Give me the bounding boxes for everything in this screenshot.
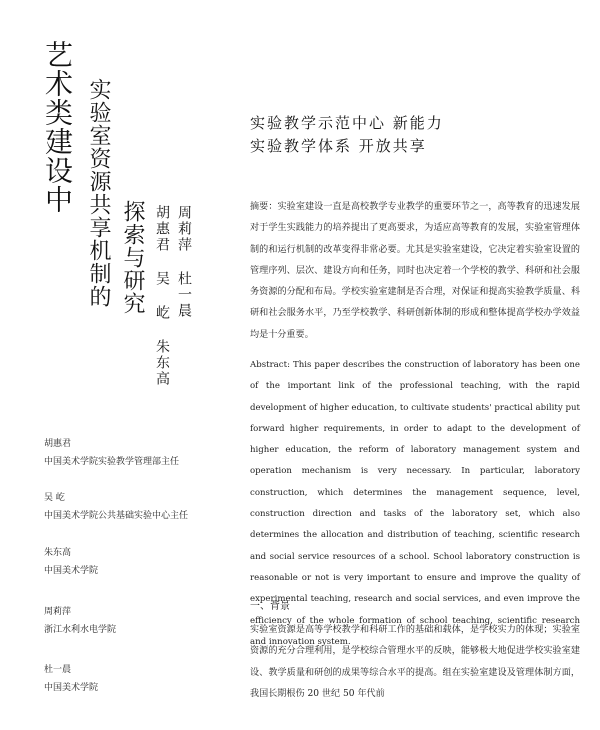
affiliation-org: 中国美术学院 — [44, 566, 99, 576]
affiliation-org: 中国美术学院公共基础实验中心主任 — [44, 511, 189, 521]
affiliation-name: 杜一晨 — [44, 665, 72, 675]
keywords-title — [250, 112, 570, 158]
section-heading: 一、背景 — [250, 601, 290, 612]
affiliation-2 — [44, 491, 188, 523]
affiliation-name: 周莉萍 — [44, 607, 72, 617]
sub-title-2: 探索与研究 — [120, 200, 145, 315]
affiliation-org: 浙江水利水电学院 — [44, 625, 117, 635]
abstract-cn: 摘要：实验室建设一直是高校教学专业教学的重要环节之一，高等教育的迅速发展对于学生实践能力的培养提出了更高要求，为适应高等教育的发展，实验室管理体制的和运行机制的改革变得非常必要。尤其是实验室建设，它决定着实验室设置的管理序列、层次、建设方向和任务，同时也决定着一个学校的教学、科研和社会服务资源的分配和布局。学校实验室建制是否合理，对保证和提高实验教学质量、科研和社会服务水平，乃至学校教学、科研创新体制的形成和整体提高学校办学效益均是十分重要。 — [250, 202, 580, 340]
affiliation-5 — [44, 663, 98, 695]
keywords-line-2: 实验教学体系 开放共享 — [250, 137, 427, 155]
affiliation-1 — [44, 437, 179, 469]
keywords-line-1: 实验教学示范中心 新能力 — [250, 114, 444, 132]
authors-col-1: 周莉萍 杜一晨 — [176, 205, 192, 319]
affiliation-name: 朱东高 — [44, 548, 72, 558]
abstract-en: Abstract: This paper describes the construction of laboratory has been one of the important link of the professional teaching, with the rapid development of higher education, to cultivate students' practical ability put forward higher requirements, in order to adapt to the development of higher education, the reform of laboratory management system and operation mechanism is very necessary. In particular, laboratory construction, which determines the management sequence, level, construction direction and tasks of the laboratory set, which also determines the allocation and distribution of teaching, scientific research and social service resources of a school. School laboratory construction is reasonable or not is very important to ensure and improve the quality of experimental teaching, research and social services, and even improve the efficiency of the whole formation of school teaching, scientific research and innovation system. — [250, 360, 580, 647]
sub-title-1: 实验室资源共享机制的 — [86, 78, 111, 308]
affiliation-name: 吴 屹 — [44, 493, 65, 503]
affiliation-org: 中国美术学院 — [44, 683, 99, 693]
affiliation-3 — [44, 546, 98, 578]
authors-col-2: 胡惠君 吴 屹 朱东高 — [154, 205, 170, 387]
main-title: 艺术类建设中 — [41, 40, 74, 214]
affiliation-4 — [44, 605, 116, 637]
affiliation-org: 中国美术学院实验教学管理部主任 — [44, 457, 180, 467]
intro-paragraph: 实验室资源是高等学校教学和科研工作的基础和载体，是学校实力的体现；实验室资源的充分合理利用，是学校综合管理水平的反映，能够极大地促进学校实验室建设、教学质量和研创的成果等综合水平的提高。组在实验室建设及管理体制方面，我国长期根伤 20 世纪 50 年代前 — [250, 625, 580, 699]
affiliation-name: 胡惠君 — [44, 439, 72, 449]
